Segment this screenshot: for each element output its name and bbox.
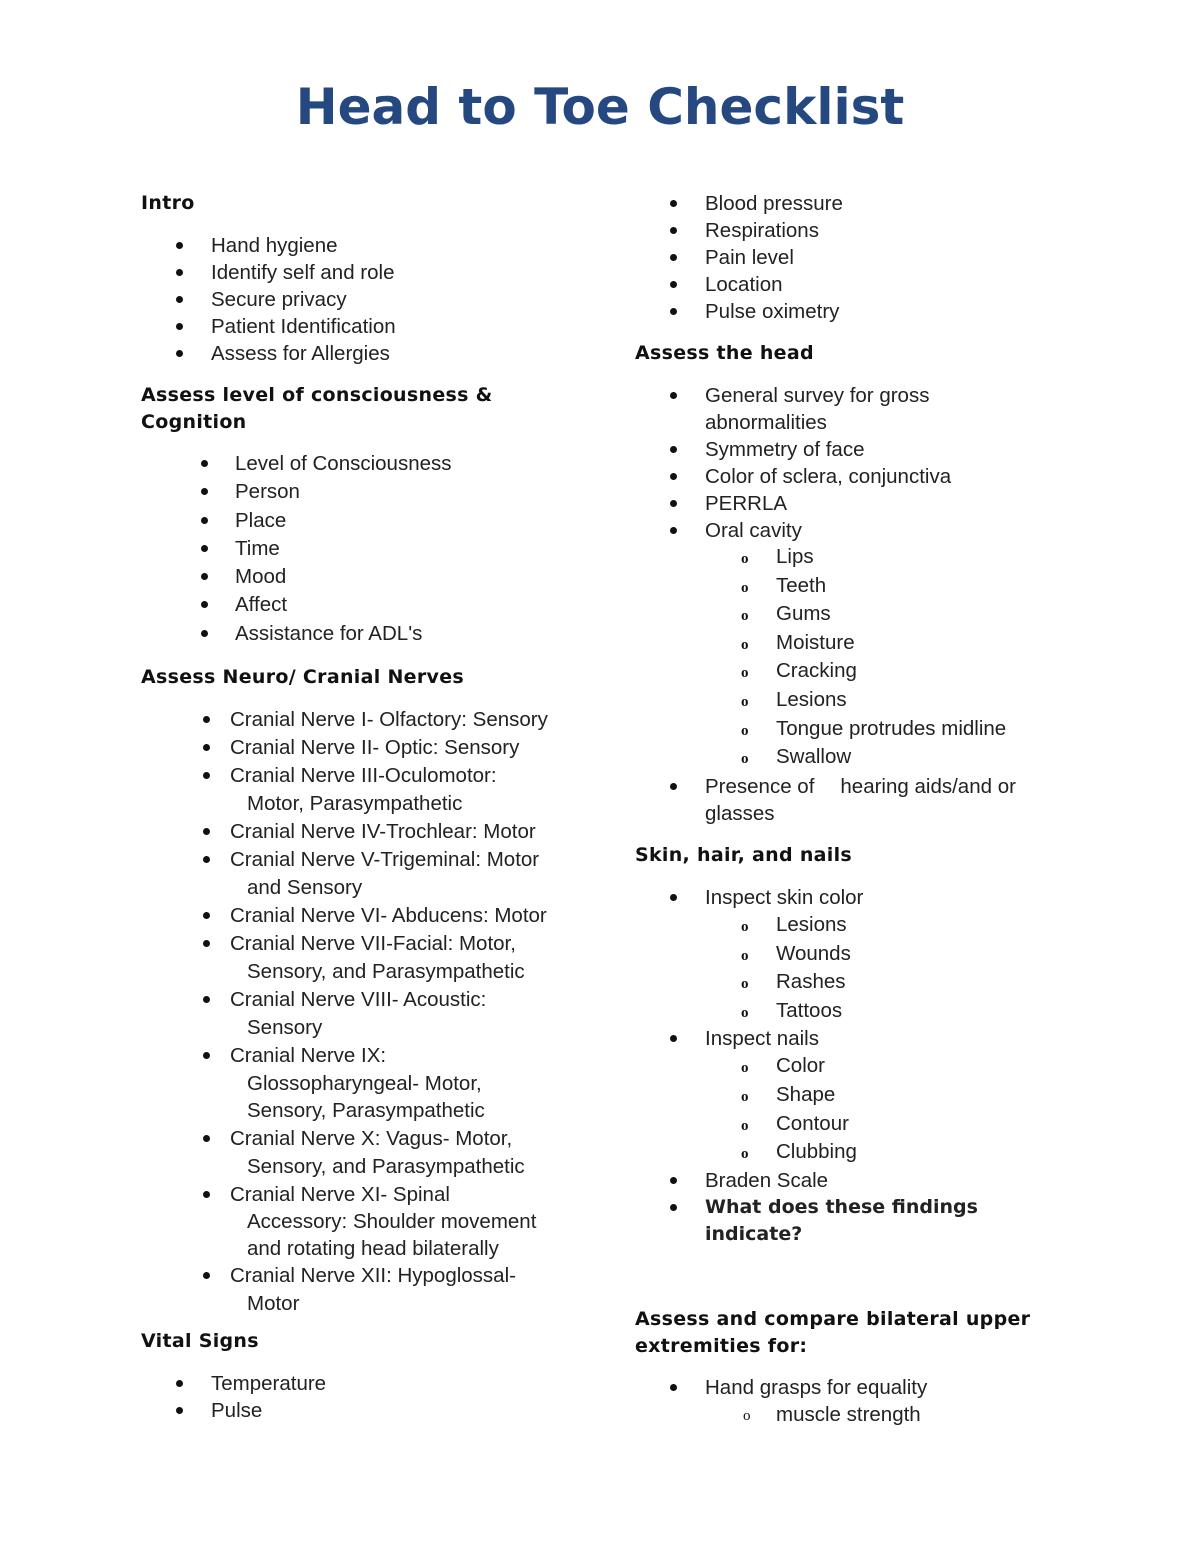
heading-line: extremities for: [635,1335,808,1357]
list-item: Place [141,507,452,535]
bullet-icon [176,242,183,249]
section-heading-intro: Intro [141,192,195,214]
list-item: Pain level [635,244,843,271]
intro-list [141,232,396,367]
circle-bullet-icon: o [743,1408,751,1424]
bullet-icon [203,772,210,779]
bullet-icon [670,254,677,261]
bullet-icon [201,573,208,580]
circle-bullet-icon: o [741,693,749,710]
list-item: Oral cavity [635,517,951,544]
list-item: Level of Consciousness [141,450,452,478]
bullet-icon [203,1272,210,1279]
list-item: Presence of hearing aids/and or glasses [635,773,1016,827]
vitals-continued-list [635,190,843,325]
sub-list-item: o Lips [635,543,1006,572]
list-item: Affect [141,591,452,619]
list-item: Time [141,535,452,563]
sub-list-item: o Shape [635,1081,978,1110]
bullet-icon [670,1384,677,1391]
list-item: Identify self and role [141,259,396,286]
bullet-icon [670,200,677,207]
sub-list-item: o Gums [635,600,1006,629]
bullet-icon [176,269,183,276]
circle-bullet-icon: o [741,751,749,768]
list-item: Assess for Allergies [141,340,396,367]
bullet-icon [203,856,210,863]
circle-bullet-icon: o [741,608,749,625]
circle-bullet-icon: o [741,579,749,596]
bullet-icon [670,308,677,315]
bullet-icon [670,1035,677,1042]
upper-extremities-list [635,1374,927,1428]
bullet-icon [670,473,677,480]
bullet-icon [670,500,677,507]
bullet-icon [176,323,183,330]
circle-bullet-icon: o [741,1060,749,1077]
sub-list-item: o Rashes [635,968,978,997]
list-item: Hand hygiene [141,232,396,259]
section-heading-head: Assess the head [635,342,814,364]
bullet-icon [201,488,208,495]
circle-bullet-icon: o [741,1146,749,1163]
bullet-icon [176,1407,183,1414]
list-item: Cranial Nerve XII: Hypoglossal- Motor [141,1262,548,1318]
list-item: Symmetry of face [635,436,951,463]
section-heading-consciousness [141,382,493,436]
circle-bullet-icon: o [741,1004,749,1021]
bullet-icon [201,460,208,467]
sub-list-item: o Clubbing [635,1138,978,1167]
bullet-icon [670,894,677,901]
circle-bullet-icon: o [741,722,749,739]
sub-list-item: o Cracking [635,657,1006,686]
bullet-icon [203,1052,210,1059]
bullet-icon [670,783,677,790]
bullet-icon [203,940,210,947]
list-item: Cranial Nerve XI- Spinal Accessory: Shoulder movement and rotating head bilaterally [141,1181,548,1263]
sub-list-item: o Contour [635,1110,978,1139]
list-item: Color of sclera, conjunctiva [635,463,951,490]
bullet-icon [670,1177,677,1184]
list-item: Cranial Nerve IX: Glossopharyngeal- Motor, Sensory, Parasympathetic [141,1042,548,1125]
circle-bullet-icon: o [741,919,749,935]
list-item: Cranial Nerve VIII- Acoustic: Sensory [141,986,548,1042]
sub-list-item: o Tattoos [635,997,978,1026]
circle-bullet-icon: o [741,947,749,964]
list-item: Hand grasps for equality [635,1374,927,1401]
page-title: Head to Toe Checklist [295,78,905,136]
list-item: Cranial Nerve VI- Abducens: Motor [141,902,548,930]
bullet-icon [670,392,677,399]
bullet-icon [203,1191,210,1198]
bullet-icon [670,227,677,234]
consciousness-list [141,450,452,648]
presence-item [635,773,1016,827]
circle-bullet-icon: o [741,665,749,682]
sub-list-item: o Lesions [635,911,978,940]
list-item: Patient Identification [141,313,396,340]
circle-bullet-icon: o [741,1088,749,1105]
bullet-icon [176,296,183,303]
sub-list-item: o muscle strength [635,1401,927,1428]
list-item: Person [141,478,452,506]
bullet-icon [670,527,677,534]
bullet-icon [201,517,208,524]
list-item: Cranial Nerve IV-Trochlear: Motor [141,818,548,846]
list-item: Assistance for ADL's [141,620,452,648]
sub-list-item: o Swallow [635,743,1006,772]
section-heading-neuro: Assess Neuro/ Cranial Nerves [141,666,464,688]
list-item: Cranial Nerve II- Optic: Sensory [141,734,548,762]
bullet-icon [203,1135,210,1142]
list-item: Temperature [141,1370,326,1397]
sub-list-item: o Wounds [635,940,978,969]
list-item: Secure privacy [141,286,396,313]
head-list [635,382,951,544]
list-item: Braden Scale [635,1167,978,1194]
list-item: Cranial Nerve VII-Facial: Motor, Sensory, and Parasympathetic [141,930,548,986]
list-item: Pulse oximetry [635,298,843,325]
heading-line: Assess level of consciousness & [141,384,493,406]
list-item: Inspect nails [635,1025,978,1052]
bullet-icon [203,716,210,723]
circle-bullet-icon: o [741,976,749,993]
bullet-icon [203,744,210,751]
bullet-icon [176,350,183,357]
neuro-list [141,706,548,1318]
section-heading-skin: Skin, hair, and nails [635,844,853,866]
heading-line: Assess and compare bilateral upper [635,1308,1031,1330]
bullet-icon [670,281,677,288]
vitals-list [141,1370,326,1424]
heading-line: Cognition [141,411,247,433]
section-heading-vitals: Vital Signs [141,1330,259,1352]
bullet-icon [203,828,210,835]
list-item: Location [635,271,843,298]
bullet-icon [203,912,210,919]
oral-cavity-sublist [635,543,1006,772]
list-item: Cranial Nerve III-Oculomotor: Motor, Parasympathetic [141,762,548,818]
list-item: PERRLA [635,490,951,517]
list-item: Pulse [141,1397,326,1424]
sub-list-item: o Teeth [635,572,1006,601]
sub-list-item: o Moisture [635,629,1006,658]
sub-list-item: o Color [635,1052,978,1081]
section-heading-upper-extremities [635,1306,1030,1360]
list-item: Cranial Nerve I- Olfactory: Sensory [141,706,548,734]
circle-bullet-icon: o [741,551,749,567]
list-item: General survey for gross abnormalities [635,382,951,436]
list-item: Mood [141,563,452,591]
list-item-question: What does these findings indicate? [635,1194,978,1248]
list-item: Cranial Nerve X: Vagus- Motor, Sensory, and Parasympathetic [141,1125,548,1181]
list-item: Blood pressure [635,190,843,217]
bullet-icon [201,630,208,637]
bullet-icon [201,545,208,552]
skin-list [635,884,978,1248]
circle-bullet-icon: o [741,636,749,653]
bullet-icon [176,1380,183,1387]
bullet-icon [203,996,210,1003]
list-item: Respirations [635,217,843,244]
list-item: Cranial Nerve V-Trigeminal: Motor and Sensory [141,846,548,902]
list-item: Inspect skin color [635,884,978,911]
bullet-icon [670,446,677,453]
sub-list-item: o Lesions [635,686,1006,715]
bullet-icon [201,601,208,608]
circle-bullet-icon: o [741,1117,749,1134]
sub-list-item: o Tongue protrudes midline [635,715,1006,744]
bullet-icon [670,1204,677,1211]
